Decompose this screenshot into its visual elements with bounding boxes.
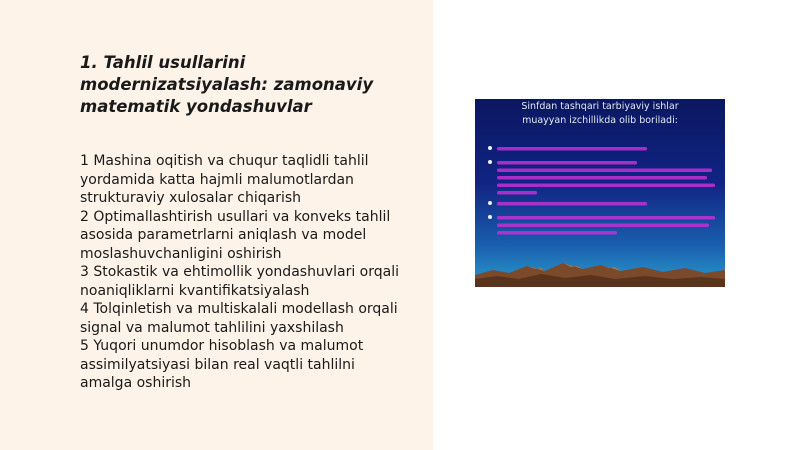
- body-line: 1 Mashina oqitish va chuqur taqlidli tahlil: [80, 153, 369, 169]
- body-line: assimilyatsiyasi bilan real vaqtli tahlilni: [80, 356, 355, 373]
- embedded-slide-image: [475, 99, 725, 287]
- bullet-dot-icon: [488, 160, 492, 164]
- title-line: modernizatsiyalash: zamonaviy: [80, 75, 374, 94]
- body-line: asosida parametrlarni aniqlash va model: [80, 227, 367, 243]
- illegible-text-line: [497, 200, 647, 208]
- body-line: strukturaviy xulosalar chiqarish: [80, 190, 302, 206]
- mountain-range-image: [475, 257, 725, 287]
- title-line: 1. Tahlil usullarini: [80, 53, 246, 72]
- slide-bullet-list: [487, 145, 719, 241]
- bullet-dot-icon: [488, 146, 492, 150]
- illegible-text-line: [497, 145, 647, 153]
- illegible-text-block: [497, 214, 719, 236]
- slide-bullet-item: [487, 214, 719, 239]
- body-line: noaniqliklarni kvantifikatsiyalash: [80, 282, 310, 299]
- slide-heading-line: muayyan izchillikda olib boriladi:: [522, 115, 678, 126]
- methods-list: [80, 152, 425, 393]
- body-line: yordamida katta hajmli malumotlardan: [80, 171, 354, 188]
- slide-bullet-item: [487, 200, 719, 211]
- illegible-text-block: [497, 159, 719, 195]
- bullet-dot-icon: [488, 215, 492, 219]
- body-line: 3 Stokastik va ehtimollik yondashuvlari orqali: [80, 264, 399, 280]
- body-line: 2 Optimallashtirish usullari va konveks tahlil: [80, 208, 391, 225]
- slide-bullet-item: [487, 145, 719, 156]
- slide-bullet-item: [487, 159, 719, 198]
- body-line: amalga oshirish: [80, 375, 192, 391]
- body-line: signal va malumot tahlilini yaxshilash: [80, 319, 344, 336]
- page-title: [80, 52, 410, 118]
- body-line: 4 Tolqinletish va multiskalali modellash orqali: [80, 301, 398, 317]
- slide-heading: [475, 99, 725, 128]
- bullet-dot-icon: [488, 201, 492, 205]
- body-line: moslashuvchanligini oshirish: [80, 245, 282, 262]
- slide-heading-line: Sinfdan tashqari tarbiyaviy ishlar: [521, 101, 679, 112]
- title-line: matematik yondashuvlar: [80, 97, 312, 116]
- body-line: 5 Yuqori unumdor hisoblash va malumot: [80, 338, 364, 354]
